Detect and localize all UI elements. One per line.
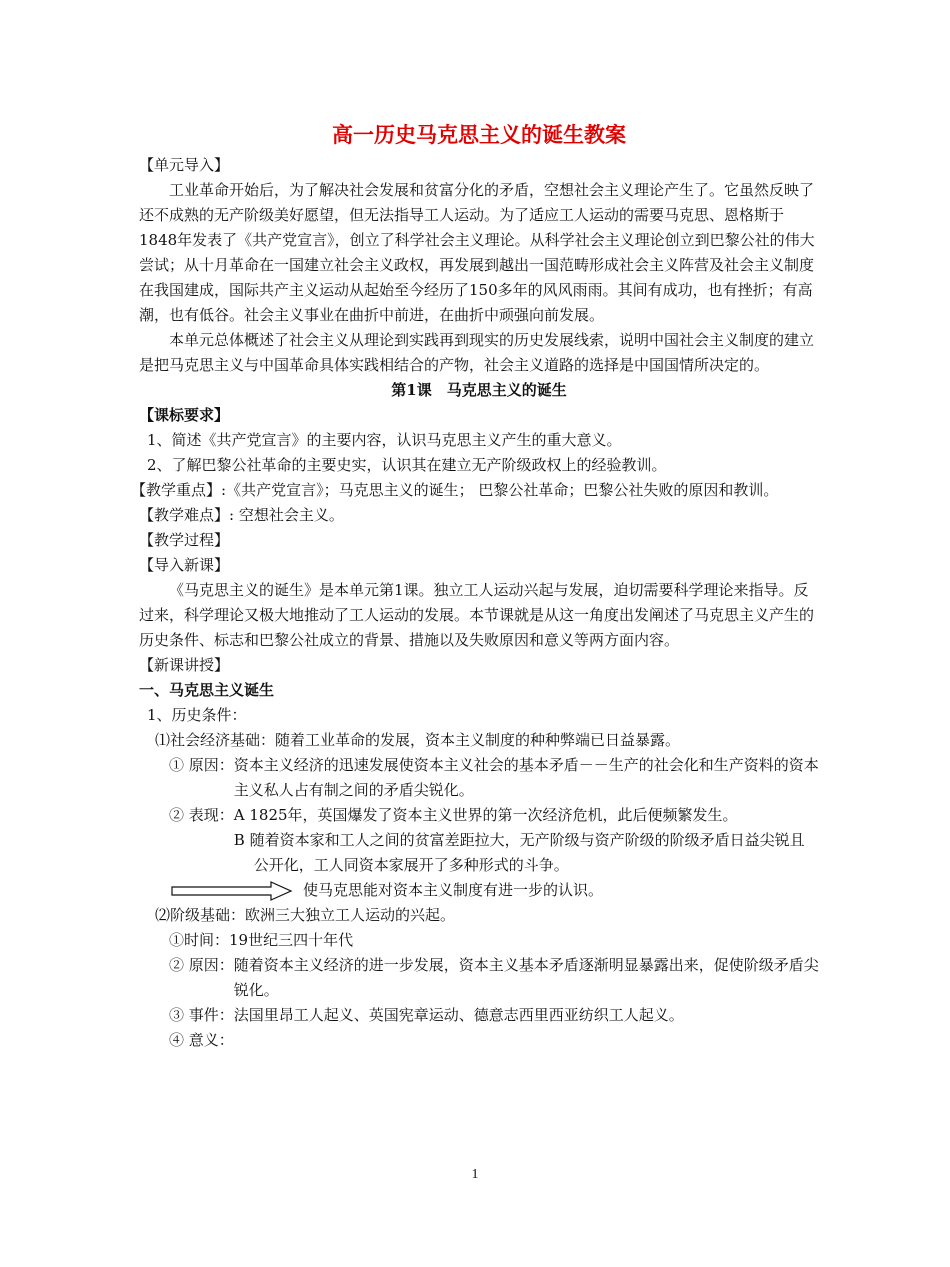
sub-1 xyxy=(139,728,819,753)
intro-new-paragraph: 《马克思主义的诞生》是本单元第1课。独立工人运动兴起与发展，迫切需要科学理论来指导。反过来，科学理论又极大地推动了工人运动的发展。本节课就是从这一角度出发阐述了马克思主义产生的历史条件、标志和巴黎公社成立的背景、措施以及失败原因和意义等两方面内容。 xyxy=(139,581,815,649)
sub-1-show xyxy=(139,803,819,878)
new-lesson-heading: 【新课讲授】 xyxy=(139,656,230,674)
standard-text: 了解巴黎公社革命的主要史实，认识其在建立无产阶级政权上的经验教训。 xyxy=(171,456,667,474)
sub-2-cause xyxy=(139,953,819,1003)
sub-1-show-b: B 随着资本家和工人之间的贫富差距拉大，无产阶级与资产阶级的阶级矛盾日益尖锐且公开化，工人同资本家展开了多种形式的斗争。 xyxy=(233,831,805,874)
sub-2-time-text: 19世纪三四十年代 xyxy=(229,931,354,949)
standard-number: 2、 xyxy=(147,456,172,474)
intro-new-heading: 【导入新课】 xyxy=(139,556,230,574)
right-arrow-icon xyxy=(171,881,293,901)
unit-intro-paragraph-2: 本单元总体概述了社会主义从理论到实践再到现实的历史发展线索，说明中国社会主义制度的建立是把马克思主义与中国革命具体实践相结合的产物，社会主义道路的选择是中国国情所决定的。 xyxy=(139,331,815,374)
sub-2-time-label: ①时间： xyxy=(169,931,230,949)
standard-text: 简述《共产党宣言》的主要内容，认识马克思主义产生的重大意义。 xyxy=(171,431,622,449)
sub-1-cause-label: ① 原因： xyxy=(169,756,234,774)
sub-2-event-label: ③ 事件： xyxy=(169,1006,234,1024)
arrow-conclusion xyxy=(139,878,819,903)
unit-intro-heading: 【单元导入】 xyxy=(139,156,230,174)
sub-1-cause-text: 资本主义经济的迅速发展使资本主义社会的基本矛盾－－生产的社会化和生产资料的资本主义私人占有制之间的矛盾尖锐化。 xyxy=(233,756,819,799)
sub-2-label: ⑵阶级基础： xyxy=(155,906,246,924)
standard-number: 1、 xyxy=(147,431,172,449)
sub-1-show-a: A 1825年，英国爆发了资本主义世界的第一次经济危机，此后便频繁发生。 xyxy=(233,806,738,824)
document-body xyxy=(131,117,819,1053)
sub-1-text: 随着工业革命的发展，资本主义制度的种种弊端已日益暴露。 xyxy=(275,731,681,749)
sub-1-cause xyxy=(139,753,819,803)
page-title: 高一历史马克思主义的诞生教案 xyxy=(332,123,626,147)
standard-item xyxy=(139,453,819,478)
sub-2-cause-text: 随着资本主义经济的进一步发展，资本主义基本矛盾逐渐明显暴露出来，促使阶级矛盾尖锐化。 xyxy=(233,956,819,999)
lesson-title: 第1课 马克思主义的诞生 xyxy=(391,381,567,399)
sub-2-cause-label: ② 原因： xyxy=(169,956,234,974)
sub-1-show-list xyxy=(234,803,819,878)
arrow-conclusion-text: 使马克思能对资本主义制度有进一步的认识。 xyxy=(303,881,604,899)
key-points xyxy=(131,478,819,503)
sub-2-event xyxy=(139,1003,819,1028)
standards-heading: 【课标要求】 xyxy=(139,406,230,424)
unit-intro-paragraph-1: 工业革命开始后，为了解决社会发展和贫富分化的矛盾，空想社会主义理论产生了。它虽然反映了还不成熟的无产阶级美好愿望，但无法指导工人运动。为了适应工人运动的需要马克思、恩格斯于1848年发表了《共产党宣言》，创立了科学社会主义理论。从科学社会主义理论创立到巴黎公社的伟大尝试；从十月革命在一国建立社会主义政权，再发展到越出一国范畴形成社会主义阵营及社会主义制度在我国建成，国际共产主义运动从起始至今经历了150多年的风风雨雨。其间有成功，也有挫折；有高潮，也有低谷。社会主义事业在曲折中前进，在曲折中顽强向前发展。 xyxy=(139,181,815,324)
difficulty xyxy=(139,503,819,528)
process-heading: 【教学过程】 xyxy=(139,531,230,549)
standard-item xyxy=(139,428,819,453)
difficulty-label: 【教学难点】 xyxy=(139,506,230,524)
section-1-heading: 一、马克思主义诞生 xyxy=(139,681,275,699)
sub-1-label: ⑴社会经济基础： xyxy=(155,731,276,749)
key-points-label: 【教学重点】 xyxy=(131,481,222,499)
sub-1-show-label: ② 表现： xyxy=(169,806,234,824)
sub-2-text: 欧洲三大独立工人运动的兴起。 xyxy=(245,906,456,924)
sub-2 xyxy=(139,903,819,928)
item-1: 1、历史条件： xyxy=(147,706,247,724)
difficulty-text: : 空想社会主义。 xyxy=(229,506,344,524)
key-points-text: :《共产党宣言》；马克思主义的诞生； 巴黎公社革命；巴黎公社失败的原因和教训。 xyxy=(221,481,779,499)
page-number: 1 xyxy=(471,1167,479,1182)
sub-2-meaning-label: ④ 意义： xyxy=(169,1031,234,1049)
sub-2-meaning xyxy=(139,1028,819,1053)
sub-2-time xyxy=(139,928,819,953)
sub-2-event-text: 法国里昂工人起义、英国宪章运动、德意志西里西亚纺织工人起义。 xyxy=(233,1006,684,1024)
